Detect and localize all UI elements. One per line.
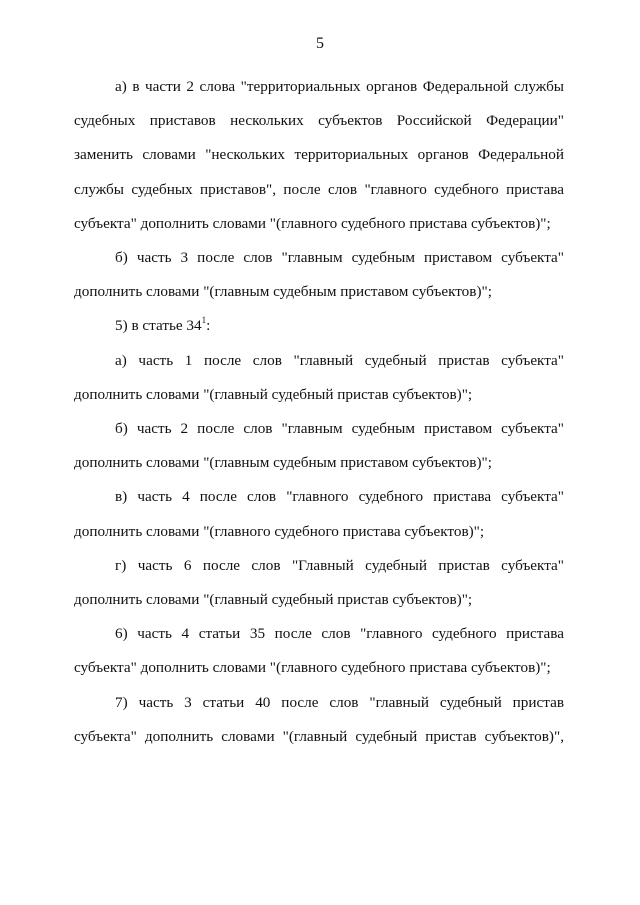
text-line: дополнить словами "(главный судебный пристав субъектов)"; bbox=[74, 591, 473, 609]
paragraph-v-part-4 bbox=[74, 480, 564, 548]
text-line: 6) часть 4 статьи 35 после слов "главного судебного пристава bbox=[115, 625, 564, 643]
document-body bbox=[74, 70, 564, 754]
paragraph-b-part-2 bbox=[74, 412, 564, 480]
item-5-text: 5) в статье 34 bbox=[115, 317, 202, 335]
paragraph-b-part-3 bbox=[74, 241, 564, 309]
text-line: дополнить словами "(главный судебный пристав субъектов)"; bbox=[74, 385, 473, 403]
paragraph-a-part-2 bbox=[74, 70, 564, 241]
text-line: 7) часть 3 статьи 40 после слов "главный судебный пристав bbox=[115, 693, 564, 711]
text-line: субъекта" дополнить словами "(главного судебного пристава субъектов)"; bbox=[74, 659, 551, 677]
paragraph-item-5 bbox=[74, 309, 564, 343]
paragraph-a-part-1 bbox=[74, 344, 564, 412]
text-line: а) часть 1 после слов "главный судебный пристав субъекта" bbox=[115, 351, 564, 369]
paragraph-item-7 bbox=[74, 686, 564, 754]
text-line bbox=[74, 309, 564, 343]
text-line: субъекта" дополнить словами "(главный судебный пристав субъектов)", bbox=[74, 727, 564, 745]
text-line: в) часть 4 после слов "главного судебного пристава субъекта" bbox=[115, 488, 564, 506]
item-5-colon: : bbox=[206, 317, 211, 335]
text-line: субъекта" дополнить словами "(главного судебного пристава субъектов)"; bbox=[74, 214, 551, 232]
paragraph-item-6 bbox=[74, 617, 564, 685]
text-line: а) в части 2 слова "территориальных органов Федеральной службы bbox=[115, 78, 564, 95]
text-line: дополнить словами "(главным судебным приставом субъектов)"; bbox=[74, 283, 492, 301]
article-superscript: 1 bbox=[201, 315, 207, 326]
text-line: дополнить словами "(главного судебного пристава субъектов)"; bbox=[74, 522, 485, 540]
text-line: б) часть 2 после слов "главным судебным приставом субъекта" bbox=[115, 420, 564, 438]
page-number: 5 bbox=[316, 35, 324, 52]
paragraph-g-part-6 bbox=[74, 549, 564, 617]
text-line: г) часть 6 после слов "Главный судебный пристав субъекта" bbox=[115, 556, 564, 574]
text-line: дополнить словами "(главным судебным приставом субъектов)"; bbox=[74, 454, 492, 472]
text-line: заменить словами "нескольких территориальных органов Федеральной bbox=[74, 146, 564, 164]
text-line: судебных приставов нескольких субъектов Российской Федерации" bbox=[74, 112, 564, 130]
text-line: службы судебных приставов", после слов "главного судебного пристава bbox=[74, 180, 564, 198]
text-line: б) часть 3 после слов "главным судебным приставом субъекта" bbox=[115, 249, 564, 267]
